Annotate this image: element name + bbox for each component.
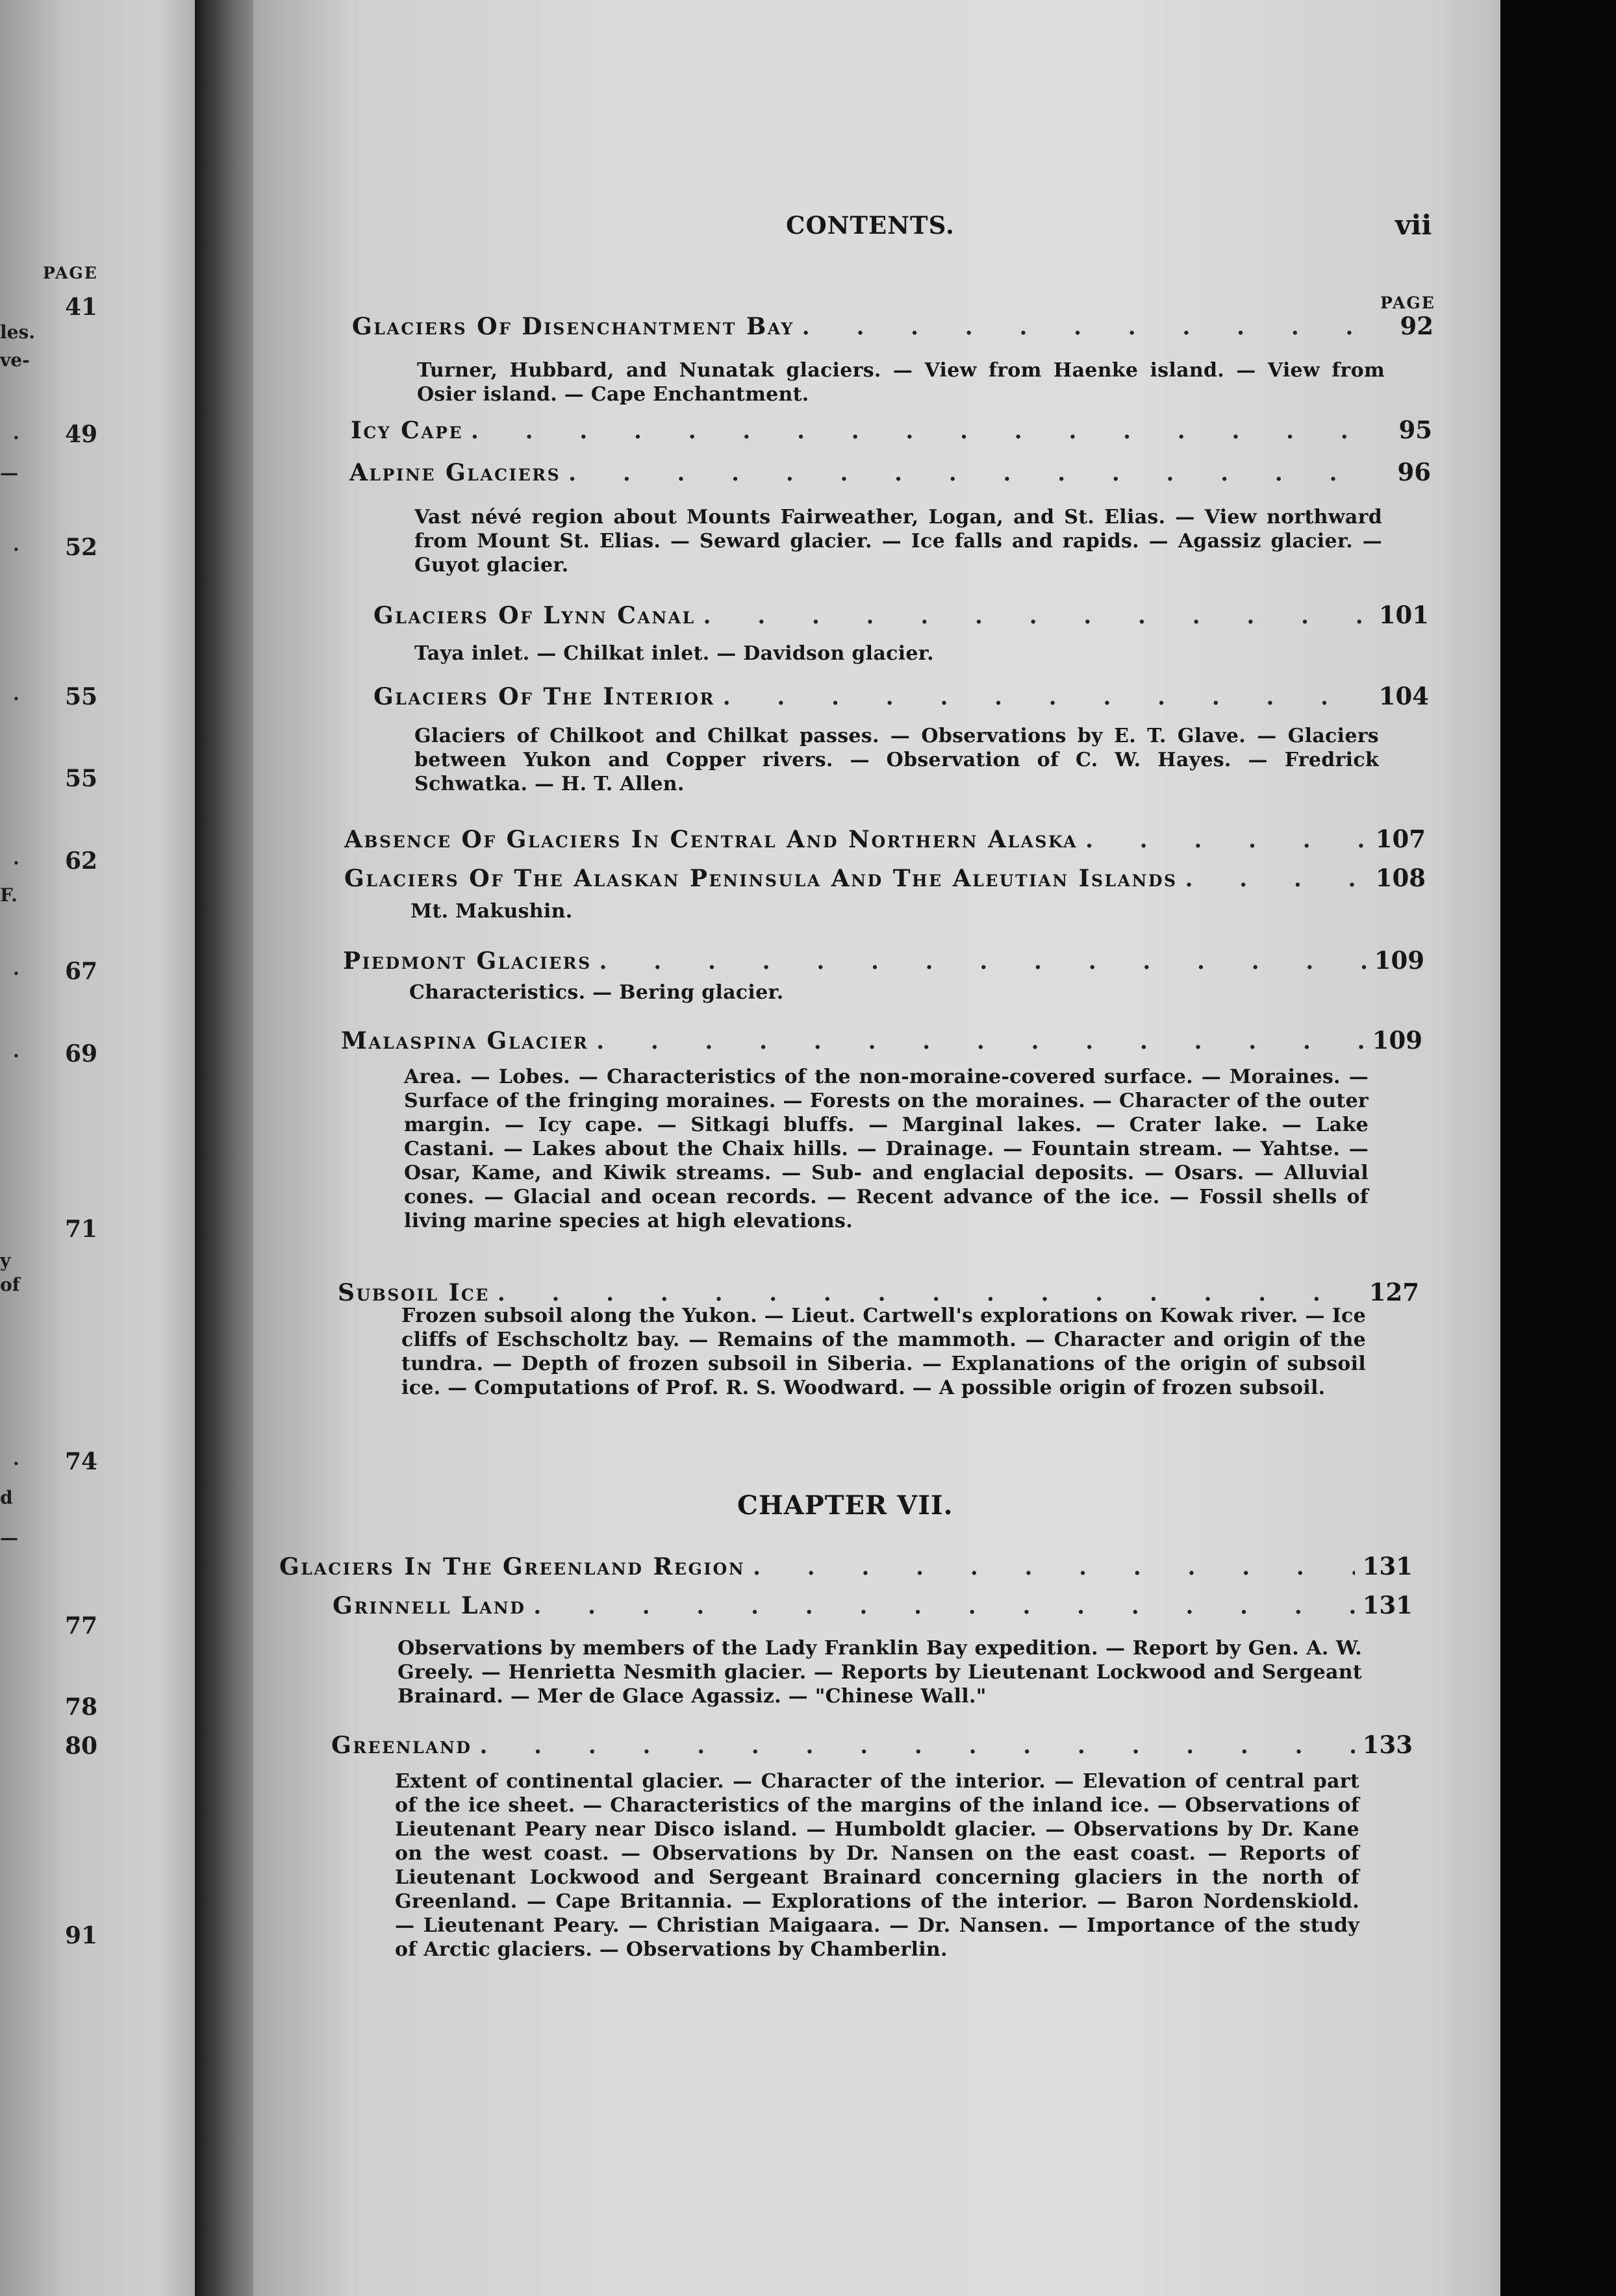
contents-page: [253, 0, 1500, 2296]
toc-entry-page: 133: [1362, 1730, 1413, 1759]
dot-leader: [568, 460, 1384, 486]
toc-entry-title: Alpine Glaciers: [349, 459, 561, 486]
left-page-number: 78: [65, 1693, 98, 1721]
toc-entry-summary: Area. — Lobes. — Characteristics of the non-moraine-covered surface. — Moraines. — Surface of the fringing moraines. — Forests on the moraines. — Character of the outer margin. — Icy cape. — Sitkagi bluffs. — Marginal lakes. — Crater lake. — Lake Castani. — Lakes about the Chaix hills. — Drainage. — Fountain stream. — Yahtse. — Osar, Kame, and Kiwik streams. — Sub- and englacial deposits. — Osars. — Alluvial cones. — Glacial and ocean records. — Recent advance of the ice. — Fossil shells of living marine species at high elevations.: [404, 1066, 1369, 1232]
left-page-fragment: —: [0, 462, 18, 484]
toc-entry[interactable]: [373, 682, 1429, 710]
left-page-number: 62: [65, 847, 98, 875]
left-page-fragment: y: [0, 1250, 11, 1271]
toc-entry-title: Icy Cape: [351, 417, 464, 444]
toc-entry-page: 101: [1378, 601, 1429, 629]
left-page-number: 55: [65, 765, 98, 792]
running-head: CONTENTS.: [786, 211, 955, 240]
left-page-fragment: ve-: [0, 349, 30, 371]
toc-entry-summary: Extent of continental glacier. — Character of the interior. — Elevation of central part of the ice sheet. — Characteristics of the margins of the inland ice. — Observations of Lieutenant Peary near Disco island. — Humboldt glacier. — Observations by Dr. Kane on the west coast. — Observations by Dr. Nansen on the east coast. — Reports of Lieutenant Lockwood and Sergeant Brainard concerning glaciers in the north of Greenland. — Cape Britannia. — Explorations of the interior. — Baron Nordenskiold. — Lieutenant Peary. — Christian Maigaara. — Dr. Nansen. — Importance of the study of Arctic glaciers. — Observations by Chamberlin.: [395, 1770, 1359, 1961]
left-page-number: 52: [65, 534, 98, 561]
toc-entry-title: Glaciers Of The Alaskan Peninsula And The Aleutian Islands: [344, 865, 1178, 892]
toc-entry-page: 131: [1362, 1552, 1413, 1580]
left-page-fragment: les.: [0, 321, 35, 343]
dot-leader: [723, 684, 1371, 710]
dot-leader: [471, 418, 1385, 444]
left-page-number: 55: [65, 683, 98, 710]
left-page-fragment: d: [0, 1487, 13, 1508]
toc-entry-title: Glaciers Of Disenchantment Bay: [352, 313, 794, 340]
toc-entry-title: Subsoil Ice: [338, 1279, 490, 1306]
toc-entry[interactable]: [279, 1552, 1413, 1580]
toc-entry-title: Piedmont Glaciers: [343, 947, 592, 975]
left-page-number: 69: [65, 1040, 98, 1067]
left-page-number: 80: [65, 1732, 98, 1760]
left-page-fragment: of: [0, 1274, 20, 1295]
dot-leader: [753, 1554, 1355, 1580]
toc-entry-page: 131: [1362, 1591, 1413, 1619]
left-page-fragment: .: [13, 534, 19, 555]
toc-entry-page: 107: [1375, 825, 1426, 853]
toc-entry[interactable]: [373, 601, 1429, 629]
dot-leader: [1085, 827, 1368, 853]
toc-entry-title: Absence Of Glaciers In Central And Northern Alaska: [344, 826, 1078, 853]
dot-leader: [1185, 866, 1368, 892]
left-page-fragment: .: [13, 958, 19, 979]
toc-entry[interactable]: [338, 1278, 1419, 1306]
chapter-heading: CHAPTER VII.: [737, 1490, 953, 1521]
toc-entry-title: Malaspina Glacier: [341, 1027, 589, 1054]
left-page-number: 41: [65, 293, 98, 321]
toc-entry-page: 109: [1374, 946, 1424, 975]
left-page-column-label: PAGE: [43, 264, 98, 282]
left-page-number: 71: [65, 1216, 98, 1243]
left-page-fragment: .: [13, 683, 19, 705]
dot-leader: [498, 1280, 1361, 1306]
dot-leader: [480, 1733, 1355, 1759]
page-column-label: PAGE: [1380, 293, 1435, 312]
left-page-number: 67: [65, 958, 98, 985]
toc-entry-page: 92: [1400, 312, 1433, 340]
toc-entry-title: Grinnell Land: [333, 1592, 526, 1619]
left-page-fragment: F.: [0, 884, 18, 906]
dot-leader: [703, 603, 1371, 629]
toc-entry-page: 108: [1375, 864, 1426, 892]
left-page-fragment: .: [13, 847, 19, 869]
toc-entry-page: 95: [1398, 416, 1432, 444]
toc-entry[interactable]: [352, 312, 1433, 340]
toc-entry-page: 109: [1372, 1026, 1422, 1054]
left-page-number: 49: [65, 421, 98, 448]
toc-entry[interactable]: [343, 946, 1424, 975]
toc-entry-summary: Frozen subsoil along the Yukon. — Lieut. Cartwell's explorations on Kowak river. — Ice cliffs of Eschscholtz bay. — Remains of the mammoth. — Character and origin of the tundra. — Depth of frozen subsoil in Siberia. — Explanations of the origin of subsoil ice. — Computations of Prof. R. S. Woodward. — A possible origin of frozen subsoil.: [401, 1304, 1366, 1399]
toc-entry-page: 96: [1397, 458, 1431, 486]
dot-leader: [596, 1029, 1365, 1054]
toc-entry-title: Glaciers In The Greenland Region: [279, 1553, 746, 1580]
toc-entry-summary: Taya inlet. — Chilkat inlet. — Davidson glacier.: [414, 642, 934, 665]
toc-entry-title: Glaciers Of The Interior: [373, 683, 715, 710]
toc-entry-summary: Characteristics. — Bering glacier.: [409, 981, 784, 1004]
left-page-number: 74: [65, 1448, 98, 1475]
toc-entry-summary: Turner, Hubbard, and Nunatak glaciers. — View from Haenke island. — View from Osier island. — Cape Enchantment.: [417, 359, 1385, 406]
toc-entry-summary: Vast névé region about Mounts Fairweather, Logan, and St. Elias. — View northward from Mount St. Elias. — Seward glacier. — Ice falls and rapids. — Agassiz glacier. — Guyot glacier.: [414, 506, 1382, 577]
left-page-fragment: .: [13, 1040, 19, 1062]
left-page-edge: [0, 0, 195, 2296]
dot-leader: [802, 314, 1387, 340]
toc-entry-summary: Observations by members of the Lady Franklin Bay expedition. — Report by Gen. A. W. Greely. — Henrietta Nesmith glacier. — Reports by Lieutenant Lockwood and Sergeant Brainard. — Mer de Glace Agassiz. — "Chinese Wall.": [398, 1637, 1362, 1708]
toc-entry-title: Glaciers Of Lynn Canal: [373, 602, 696, 629]
left-page-fragment: —: [0, 1527, 18, 1549]
left-page-number: 91: [65, 1922, 98, 1949]
toc-entry-summary: Glaciers of Chilkoot and Chilkat passes. — Observations by E. T. Glave. — Glaciers between Yukon and Copper rivers. — Observation of C. W. Hayes. — Fredrick Schwatka. — H. T. Allen.: [414, 725, 1379, 795]
page-folio: vii: [1395, 209, 1432, 241]
toc-entry[interactable]: [344, 825, 1426, 853]
left-page-fragment: .: [13, 422, 19, 443]
dot-leader: [600, 949, 1367, 975]
toc-entry-summary: Mt. Makushin.: [410, 900, 573, 923]
left-page-number: 77: [65, 1612, 98, 1640]
toc-entry[interactable]: [351, 416, 1432, 444]
toc-entry-title: Greenland: [331, 1732, 472, 1759]
toc-entry[interactable]: [349, 458, 1431, 486]
toc-entry-page: 104: [1378, 682, 1429, 710]
toc-entry[interactable]: [344, 864, 1426, 892]
toc-entry-page: 127: [1369, 1278, 1419, 1306]
toc-entry[interactable]: [341, 1026, 1422, 1054]
scan-border: [1500, 0, 1616, 2296]
book-gutter: [195, 0, 253, 2296]
left-page-fragment: .: [13, 1448, 19, 1469]
toc-entry[interactable]: [333, 1591, 1413, 1619]
toc-entry[interactable]: [331, 1730, 1413, 1759]
dot-leader: [533, 1593, 1354, 1619]
